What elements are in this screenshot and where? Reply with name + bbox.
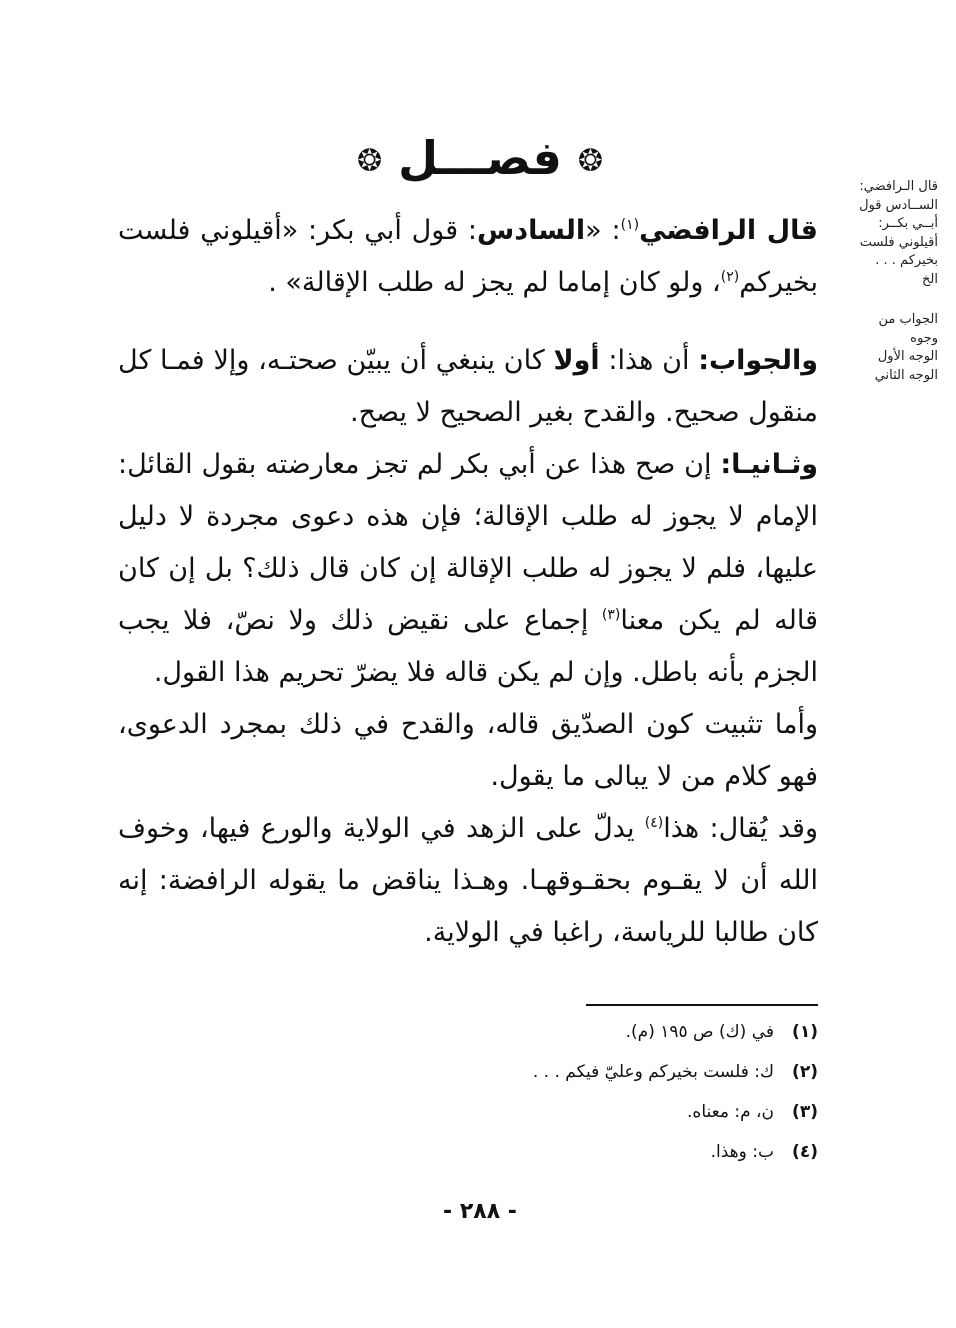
paragraph-fifth xyxy=(118,803,818,959)
margin-note: بخيركم . . . xyxy=(875,253,938,268)
margin-note: الســادس قول xyxy=(859,197,938,213)
footnote xyxy=(400,1052,818,1092)
text-run: أن هذا: xyxy=(599,345,699,376)
margin-note: الوجه الثاني xyxy=(874,367,938,383)
text-run: وقد يُقال: هذا xyxy=(663,813,819,844)
key-term: أولا xyxy=(553,345,600,376)
margin-note: الجواب من xyxy=(878,312,938,327)
lead-term: والجواب: xyxy=(698,345,818,376)
ornament-left-icon: ❂ xyxy=(577,143,603,179)
footnote-text: ك: فلست بخيركم وعليّ فيكم . . . xyxy=(532,1062,774,1082)
footnote xyxy=(400,1092,818,1132)
margin-note: قال الـرافضي: xyxy=(859,179,938,194)
text-run: إن صح هذا عن أبي بكر لم تجز معارضته بقول القائل: الإمام لا يجوز له طلب الإقالة؛ فإن هذه دعوى مجردة لا دليل عليها، فلم لا يجوز له طلب الإقالة إن كان قال ذلك؟ بل إن كان قاله لم يكن معنا xyxy=(118,449,818,636)
page-number: - ٢٨٨ - xyxy=(443,1199,517,1224)
footnote-text: ب: وهذا. xyxy=(710,1142,774,1162)
paragraph-claim xyxy=(118,205,818,309)
footnotes xyxy=(400,1012,818,1172)
ornament-right-icon: ❂ xyxy=(357,143,383,179)
footnote-text: في (ك) ص ١٩٥ (م). xyxy=(625,1022,774,1042)
footnote-number: (١) xyxy=(792,1022,818,1042)
main-text xyxy=(118,205,818,959)
lead-term: وثـانيـا: xyxy=(720,449,818,480)
footnote-number: (٢) xyxy=(792,1062,818,1082)
margin-note: أبــي بكــر: xyxy=(878,216,938,231)
footnote-ref: (٢) xyxy=(720,269,740,285)
margin-note: وجوه xyxy=(910,330,938,346)
paragraph-fourth: وأما تثبيت كون الصدّيق قاله، والقدح في ذلك بمجرد الدعوى، فهو كلام من لا يبالى ما يقول. xyxy=(118,709,818,792)
key-term: السادس xyxy=(477,215,586,246)
margin-note: الوجه الأول xyxy=(877,349,938,364)
footnote-number: (٣) xyxy=(792,1102,818,1122)
margin-note: الخ xyxy=(922,271,938,287)
section-title: فصـــل xyxy=(398,131,562,185)
footnote xyxy=(400,1132,818,1172)
paragraph-answer xyxy=(118,335,818,439)
footnote xyxy=(400,1012,818,1052)
margin-note: أقيلوني فلست xyxy=(859,234,938,250)
footnote-ref: (٣) xyxy=(601,607,621,623)
footnote-text: ن، م: معناه. xyxy=(687,1102,774,1122)
footnote-ref: (٤) xyxy=(644,815,664,831)
footnote-number: (٤) xyxy=(792,1142,818,1162)
margin-notes xyxy=(826,178,938,385)
text-run: ، ولو كان إماما لم يجز له طلب الإقالة» . xyxy=(268,267,721,298)
text-run: : « xyxy=(585,215,621,246)
section-heading xyxy=(300,118,660,198)
text-run: : قول أبي بكر: «أقيلوني فلست بخيركم xyxy=(118,215,818,298)
footnote-divider xyxy=(586,1004,818,1006)
footnote-ref: (١) xyxy=(620,217,640,233)
text-run: كان ينبغي أن يبيّن صحتـه، وإلا فمـا كل منقول صحيح. والقدح بغير الصحيح لا يصح. xyxy=(118,345,818,428)
paragraph-second xyxy=(118,439,818,699)
lead-term: قال الرافضي xyxy=(639,215,818,246)
text-run: يدلّ على الزهد في الولاية والورع فيها، وخوف الله أن لا يقـوم بحقـوقهـا. وهـذا يناقض ما يقوله الرافضة: إنه كان طالبا للرياسة، راغبا في الولاية. xyxy=(118,813,818,948)
text-run: إجماع على نقيض ذلك ولا نصّ، فلا يجب الجزم بأنه باطل. وإن لم يكن قاله فلا يضرّ تحريم هذا القول. xyxy=(118,605,818,688)
